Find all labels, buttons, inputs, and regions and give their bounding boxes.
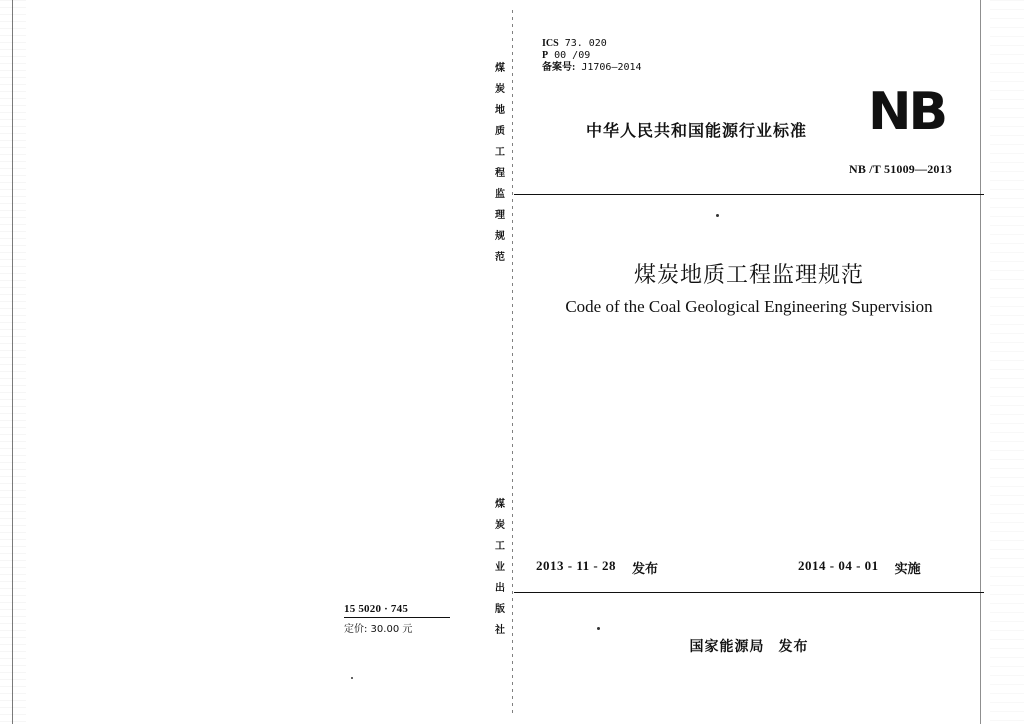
spine-publisher [490, 494, 510, 641]
issue-date: 2013 - 11 - 28 [536, 558, 616, 573]
scan-edge-right [990, 0, 1024, 724]
spine [490, 0, 510, 724]
spine-title-char: 炭 [495, 83, 505, 95]
spine-title-char: 质 [495, 125, 505, 137]
spine-publisher-char: 版 [495, 603, 505, 615]
spine-title [490, 58, 510, 268]
isbn-rule [344, 617, 450, 618]
effective-label: 实施 [894, 562, 921, 577]
document-title-cn: 煤炭地质工程监理规范 [633, 263, 864, 288]
class-value: 00 /09 [554, 50, 591, 61]
spine-publisher-char: 业 [495, 561, 505, 573]
effective-date-group [798, 558, 921, 577]
scan-line-left [12, 0, 13, 724]
spine-fold-line [512, 10, 513, 715]
nb-logo: NB [868, 82, 946, 142]
bottom-divider [514, 592, 984, 593]
effective-date: 2014 - 04 - 01 [798, 558, 879, 573]
standard-number: NB /T 51009—2013 [849, 162, 952, 176]
front-cover [514, 0, 984, 724]
standard-category-title: 中华人民共和国能源行业标准 [586, 121, 808, 140]
scan-speck [597, 627, 600, 630]
price: 定价: 30.00 元 [344, 624, 413, 635]
record-label: 备案号: [542, 62, 576, 73]
issue-date-group [536, 558, 658, 577]
isbn-number: 15 5020 · 745 [344, 603, 409, 615]
spine-publisher-char: 煤 [495, 498, 505, 510]
spine-title-char: 煤 [495, 62, 505, 74]
spine-title-char: 程 [495, 167, 505, 179]
publisher-name: 国家能源局 [689, 639, 765, 655]
scan-edge-left [0, 0, 26, 724]
record-row [542, 62, 642, 74]
issuing-authority [514, 636, 984, 656]
document-title-en: Code of the Coal Geological Engineering Supervision [565, 297, 933, 316]
spine-title-char: 监 [495, 188, 505, 200]
ics-label: ICS [542, 38, 559, 49]
top-divider [514, 194, 984, 195]
issue-label: 发布 [631, 562, 658, 577]
spine-title-char: 范 [495, 251, 505, 263]
scan-speck [716, 214, 719, 217]
spine-title-char: 工 [495, 146, 505, 158]
spine-publisher-char: 出 [495, 582, 505, 594]
spine-publisher-char: 社 [495, 624, 505, 636]
spine-publisher-char: 工 [495, 540, 505, 552]
back-cover [26, 0, 506, 724]
publisher-label: 发布 [778, 639, 809, 655]
spine-title-char: 理 [495, 209, 505, 221]
class-label: P [542, 50, 549, 61]
class-row [542, 50, 642, 62]
ics-value: 73. 020 [564, 38, 607, 49]
spine-publisher-char: 炭 [495, 519, 505, 531]
spine-title-char: 规 [495, 230, 505, 242]
scan-speck [351, 677, 353, 679]
ics-row [542, 38, 642, 50]
spine-title-char: 地 [495, 104, 505, 116]
classification-block [542, 38, 642, 74]
record-value: J1706—2014 [581, 62, 642, 73]
